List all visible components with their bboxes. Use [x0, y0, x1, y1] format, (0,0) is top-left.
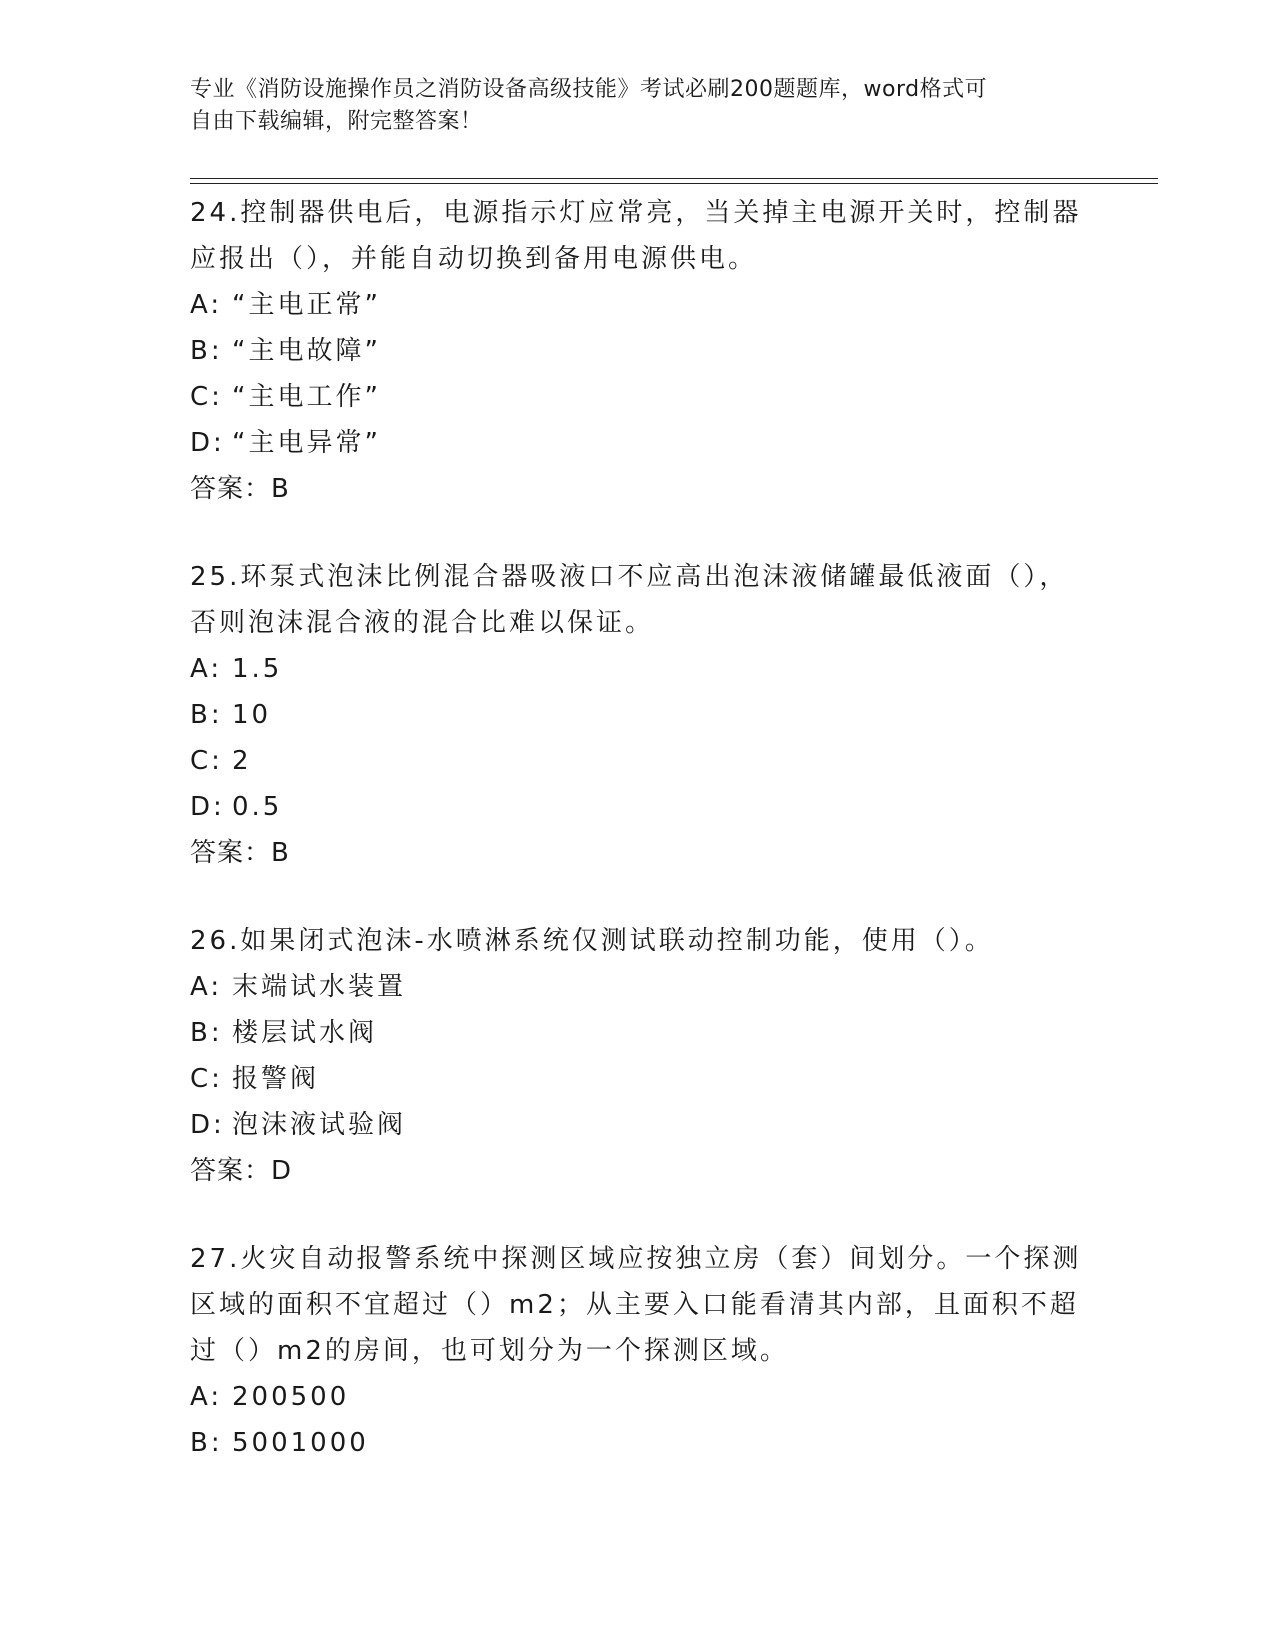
option-text: 楼层试水阀 — [232, 1018, 378, 1048]
option-text: 1.5 — [232, 654, 283, 684]
question-stem-line: 24.控制器供电后，电源指示灯应常亮，当关掉主电源开关时，控制器 — [190, 198, 1082, 228]
option-b — [190, 328, 1090, 374]
option-b — [190, 1420, 1090, 1466]
option-c — [190, 1056, 1090, 1102]
question-stem-line: 27.火灾自动报警系统中探测区域应按独立房（套）间划分。一个探测 — [190, 1244, 1082, 1274]
question-stem-line: 过（）m2的房间，也可划分为一个探测区域。 — [190, 1336, 789, 1366]
option-letter: B: — [190, 336, 223, 366]
question-25 — [190, 554, 1090, 876]
option-letter: B: — [190, 1428, 223, 1458]
question-26 — [190, 918, 1090, 1194]
option-letter: B: — [190, 700, 223, 730]
option-letter: D: — [190, 1110, 225, 1140]
option-text: “主电正常” — [232, 290, 381, 320]
document-header — [190, 74, 1080, 138]
option-c — [190, 374, 1090, 420]
option-a — [190, 282, 1090, 328]
option-b — [190, 1010, 1090, 1056]
question-stem-line: 25.环泵式泡沫比例混合器吸液口不应高出泡沫液储罐最低液面（）， — [190, 562, 1069, 592]
option-text: “主电工作” — [232, 382, 381, 412]
option-text: “主电故障” — [232, 336, 381, 366]
option-text: 0.5 — [232, 792, 283, 822]
option-text: 2 — [232, 746, 252, 776]
option-text: “主电异常” — [232, 428, 381, 458]
question-stem-line: 区域的面积不宜超过（）m2；从主要入口能看清其内部，且面积不超 — [190, 1290, 1079, 1320]
option-text: 报警阀 — [232, 1064, 320, 1094]
option-letter: B: — [190, 1018, 223, 1048]
option-letter: D: — [190, 428, 225, 458]
option-a — [190, 1374, 1090, 1420]
option-text: 末端试水装置 — [232, 972, 407, 1002]
option-d — [190, 420, 1090, 466]
option-letter: C: — [190, 382, 223, 412]
option-c — [190, 738, 1090, 784]
option-letter: A: — [190, 1382, 223, 1412]
question-stem-line: 否则泡沫混合液的混合比难以保证。 — [190, 608, 655, 638]
question-24 — [190, 190, 1090, 512]
option-b — [190, 692, 1090, 738]
option-text: 泡沫液试验阀 — [232, 1110, 407, 1140]
question-27 — [190, 1236, 1090, 1466]
question-stem-line: 26.如果闭式泡沫-水喷淋系统仅测试联动控制功能，使用（）。 — [190, 926, 994, 956]
option-letter: C: — [190, 746, 223, 776]
answer-line: 答案：D — [190, 1156, 293, 1186]
answer-line: 答案：B — [190, 838, 290, 868]
header-divider-top — [190, 178, 1158, 179]
option-a — [190, 964, 1090, 1010]
option-a — [190, 646, 1090, 692]
option-letter: A: — [190, 290, 223, 320]
option-text: 200500 — [232, 1382, 350, 1412]
option-d — [190, 1102, 1090, 1148]
header-line-2: 自由下载编辑，附完整答案！ — [190, 109, 483, 134]
option-letter: D: — [190, 792, 225, 822]
option-d — [190, 784, 1090, 830]
option-letter: A: — [190, 654, 223, 684]
option-letter: A: — [190, 972, 223, 1002]
option-letter: C: — [190, 1064, 223, 1094]
option-text: 10 — [232, 700, 272, 730]
answer-line: 答案：B — [190, 474, 290, 504]
header-divider-bottom — [190, 183, 1158, 184]
question-stem-line: 应报出（），并能自动切换到备用电源供电。 — [190, 244, 758, 274]
header-line-1: 专业《消防设施操作员之消防设备高级技能》考试必刷200题题库，word格式可 — [190, 77, 988, 102]
option-text: 5001000 — [232, 1428, 369, 1458]
question-list — [190, 190, 1090, 1508]
